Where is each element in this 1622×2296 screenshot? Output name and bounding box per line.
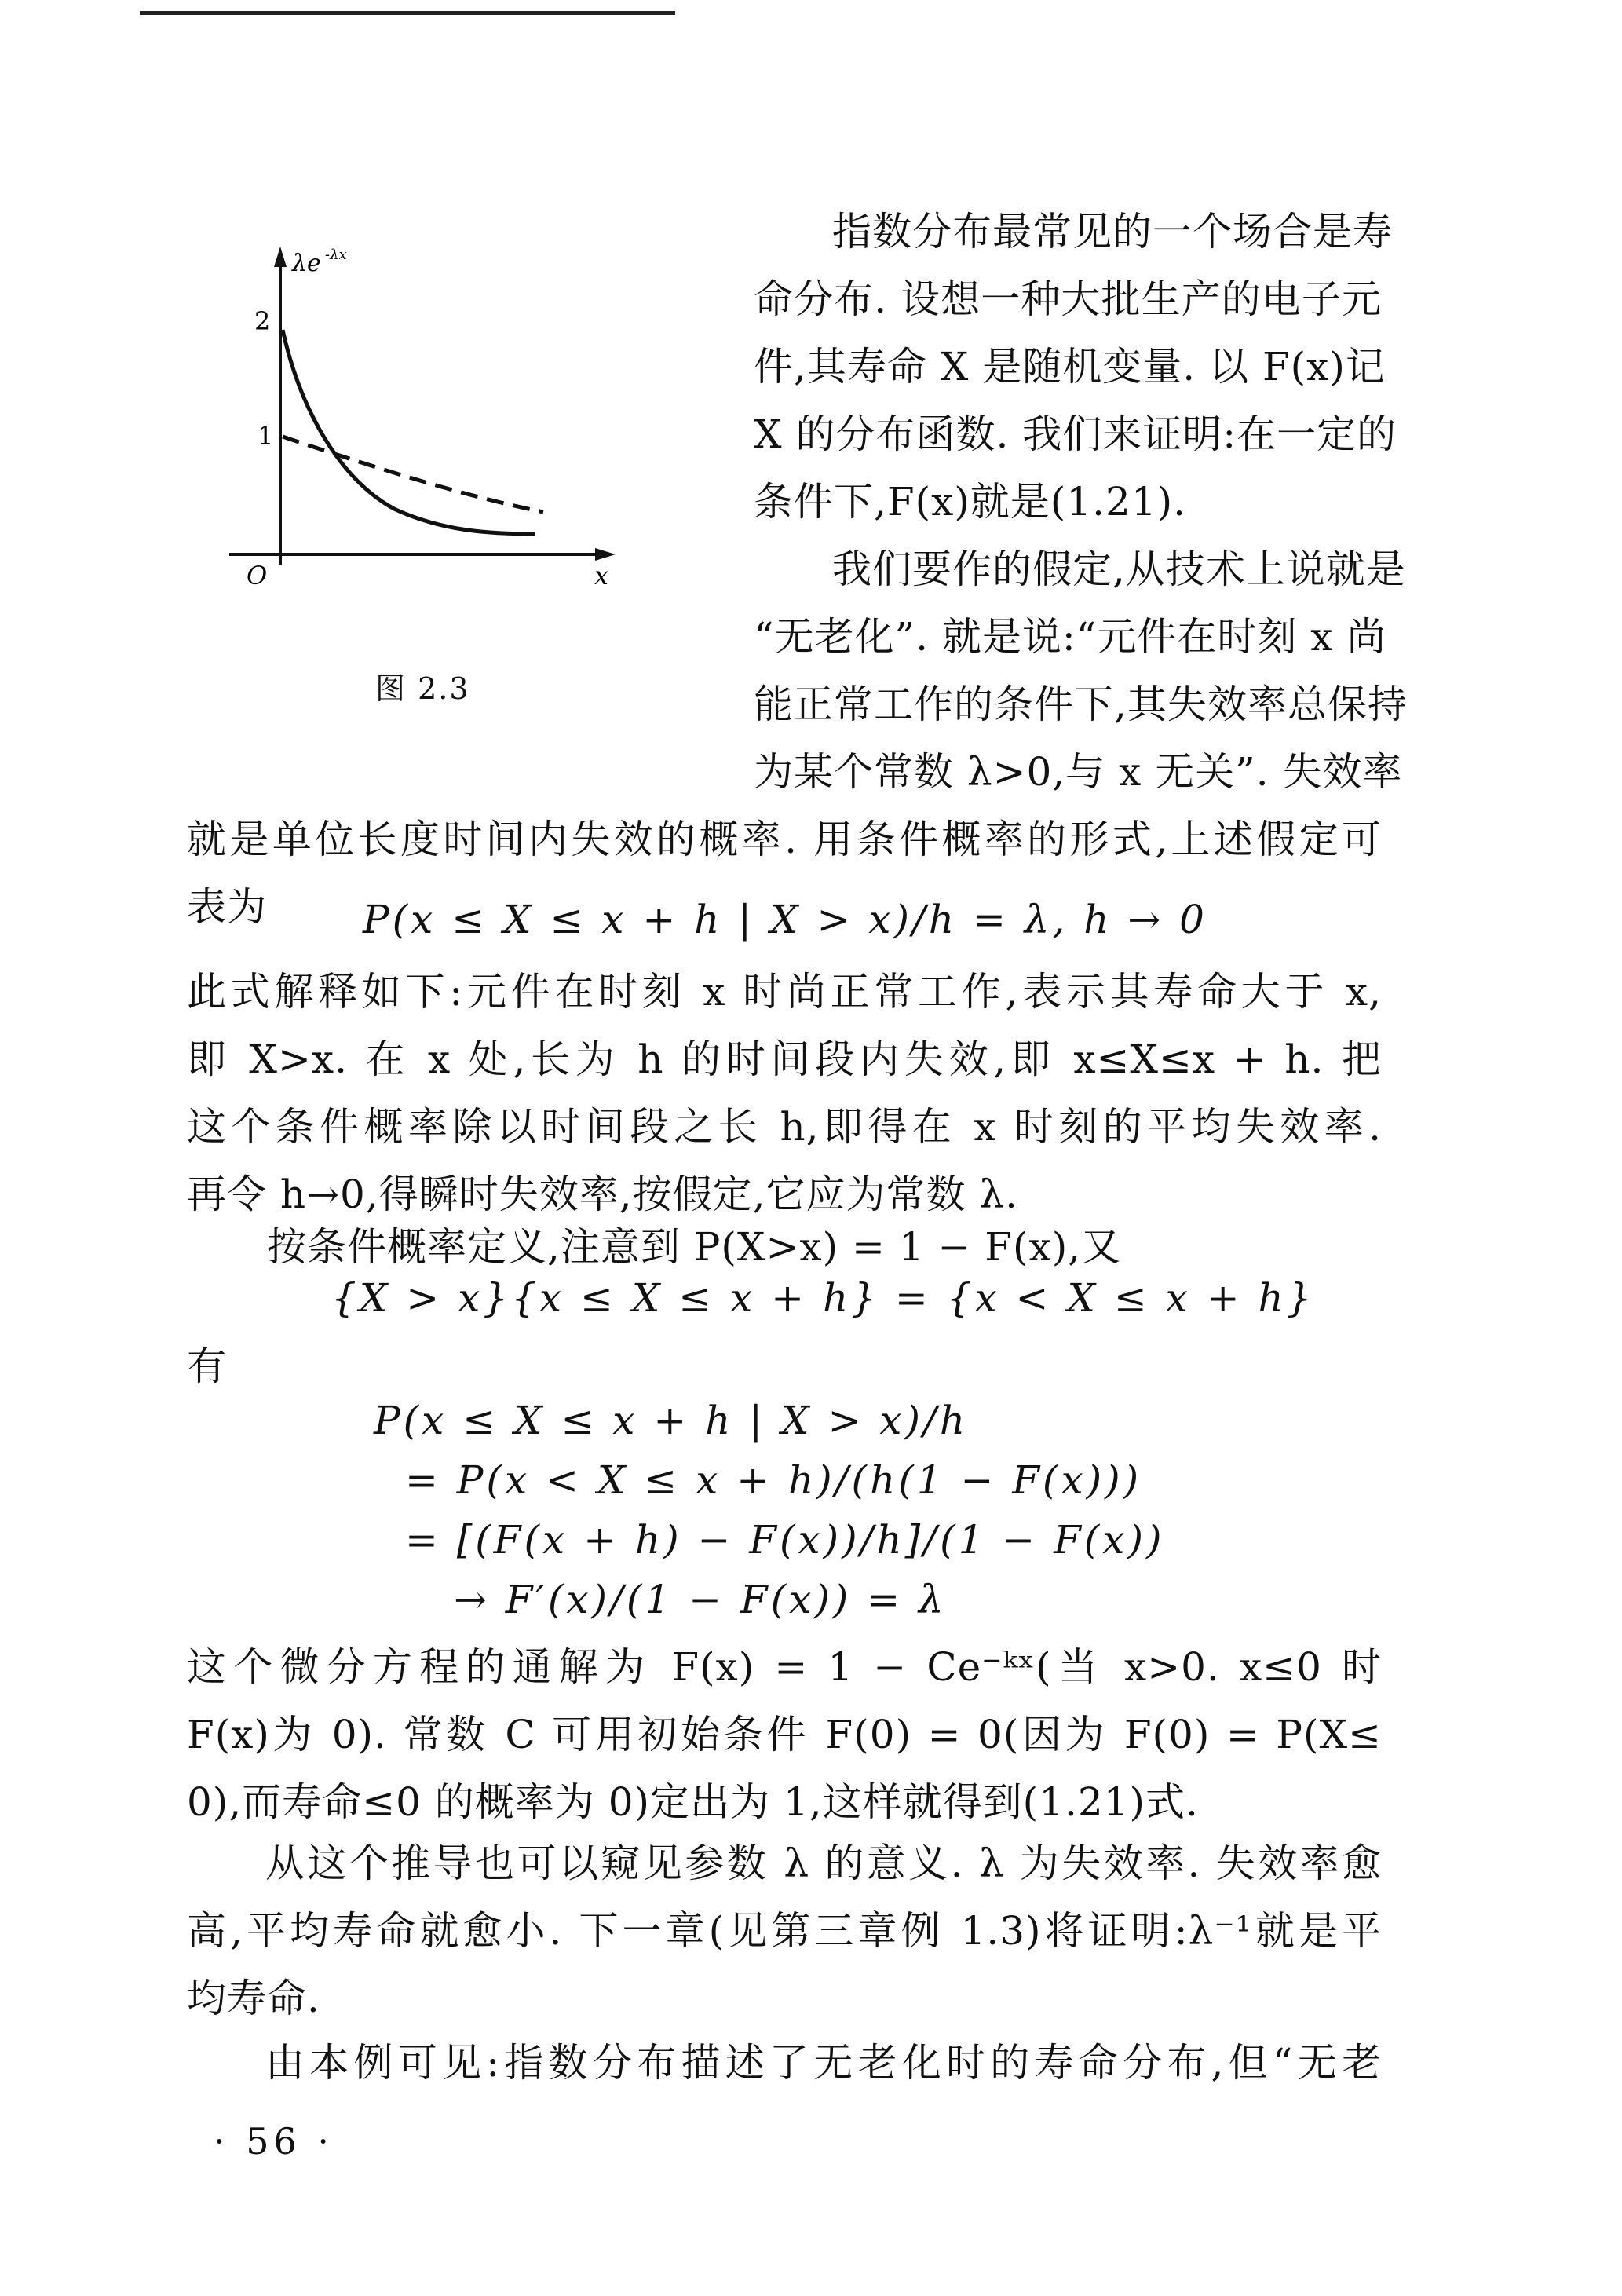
text-line: 指数分布最常见的一个场合是寿 <box>832 209 1393 254</box>
body-paragraph-2 <box>187 958 1382 1228</box>
figure-plot <box>206 236 630 597</box>
text-line: 为某个常数 λ>0,与 x 无关”. 失效率 <box>754 749 1403 795</box>
y-axis-label-exponent: -λx <box>325 247 347 263</box>
derivation-line-2: = P(x < X ≤ x + h)/(h(1 − F(x))) <box>405 1457 1142 1503</box>
y-axis-label: λe <box>292 250 321 277</box>
text-line: 从这个推导也可以窥见参数 λ 的意义. λ 为失效率. 失效率愈 <box>265 1841 1382 1886</box>
note-line: 按条件概率定义,注意到 P(X>x) = 1 − F(x),又 <box>267 1224 1122 1270</box>
derivation-line-4: → F′(x)/(1 − F(x)) = λ <box>454 1577 947 1622</box>
top-rule <box>140 11 675 15</box>
body-paragraph-3 <box>187 1633 1382 1836</box>
text-line: 就是单位长度时间内失效的概率. 用条件概率的形式,上述假定可 <box>187 817 1382 862</box>
figure-2-3 <box>206 236 630 597</box>
derivation-line-1: P(x ≤ X ≤ x + h | X > x)/h <box>374 1398 969 1443</box>
text-line: 能正常工作的条件下,其失效率总保持 <box>754 682 1408 727</box>
text-line: 高,平均寿命就愈小. 下一章(见第三章例 1.3)将证明:λ⁻¹就是平 <box>187 1908 1382 1954</box>
formula-conditional-rate: P(x ≤ X ≤ x + h | X > x)/h = λ, h → 0 <box>363 897 1207 942</box>
x-axis-label: x <box>594 561 609 590</box>
text-line: 这个条件概率除以时间段之长 h,即得在 x 时刻的平均失效率. <box>187 1104 1382 1150</box>
origin-label: O <box>247 561 268 590</box>
text-line: “无老化”. 就是说:“元件在时刻 x 尚 <box>754 614 1387 660</box>
formula-event-identity: {X > x}{x ≤ X ≤ x + h} = {x < X ≤ x + h} <box>331 1275 1315 1321</box>
figure-caption: 图 2.3 <box>375 671 470 706</box>
body-paragraph-5 <box>187 2029 1382 2097</box>
text-line: 件,其寿命 X 是随机变量. 以 F(x)记 <box>754 344 1386 389</box>
text-line: 此式解释如下:元件在时刻 x 时尚正常工作,表示其寿命大于 x, <box>187 969 1382 1015</box>
text-line: 表为 <box>187 884 267 930</box>
page-number: · 56 · <box>214 2120 334 2163</box>
text-line: 再令 h→0,得瞬时失效率,按假定,它应为常数 λ. <box>187 1172 1018 1217</box>
right-column-text <box>754 198 1408 806</box>
x-axis-arrow-icon <box>595 548 616 561</box>
text-line: 条件下,F(x)就是(1.21). <box>754 479 1187 525</box>
text-line: 命分布. 设想一种大批生产的电子元 <box>754 276 1382 322</box>
text-line: F(x)为 0). 常数 C 可用初始条件 F(0) = 0(因为 F(0) = P(X≤ <box>187 1712 1382 1757</box>
y-axis-arrow-icon <box>274 247 287 267</box>
text-line: 这个微分方程的通解为 F(x) = 1 − Ce⁻ᵏˣ(当 x>0. x≤0 时 <box>187 1644 1382 1690</box>
text-line: 0),而寿命≤0 的概率为 0)定出为 1,这样就得到(1.21)式. <box>187 1779 1199 1825</box>
have-word: 有 <box>187 1344 227 1389</box>
dashed-curve <box>283 437 543 512</box>
text-line: 即 X>x. 在 x 处,长为 h 的时间段内失效,即 x≤X≤x + h. 把 <box>187 1036 1382 1082</box>
text-line: 我们要作的假定,从技术上说就是 <box>832 547 1406 592</box>
text-line: 均寿命. <box>187 1976 320 2021</box>
body-paragraph-4 <box>187 1830 1382 2032</box>
tick-label-2: 2 <box>254 306 271 336</box>
text-line: 由本例可见:指数分布描述了无老化时的寿命分布,但“无老 <box>265 2040 1382 2086</box>
text-line: X 的分布函数. 我们来证明:在一定的 <box>754 411 1397 457</box>
tick-label-1: 1 <box>258 421 274 451</box>
derivation-line-3: = [(F(x + h) − F(x))/h]/(1 − F(x)) <box>405 1517 1165 1563</box>
